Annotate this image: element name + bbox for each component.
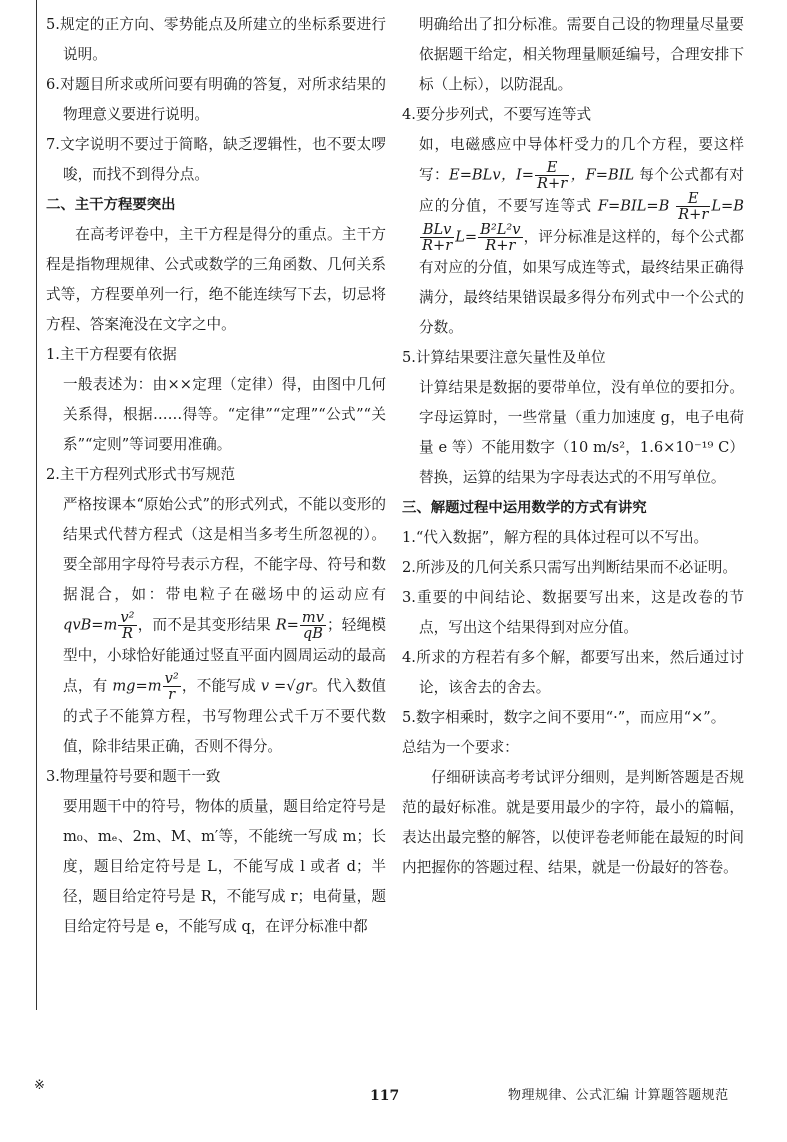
fraction-denominator: R+r bbox=[485, 237, 516, 254]
text-2-4-c: ，评分标准是这样的，每个公式都有对应的分值，如果写成连等式，最终结果正确得满分，最终结果错误最多得分布列式中一个公式的分数。 bbox=[419, 228, 744, 336]
fraction-numerator: E bbox=[676, 191, 710, 207]
formula-qvB: qvB=m bbox=[63, 616, 118, 634]
page-number: 117 bbox=[370, 1088, 400, 1104]
text-2-2-d: ，不能写成 bbox=[181, 677, 257, 695]
fraction-numerator: B²L²v bbox=[480, 221, 521, 238]
footer-reference-mark: ※ bbox=[34, 1078, 45, 1093]
fraction-numerator: v² bbox=[164, 670, 179, 687]
fraction-BLv-over-R-plus-r bbox=[420, 222, 454, 253]
subsection-2-3-heading: 3.物理量符号要和题干一致 bbox=[46, 768, 221, 785]
subsection-2-4-body bbox=[402, 130, 744, 343]
text-2-2-a: 严格按课本“原始公式”的形式列式，不能以变形的结果式代替方程式（这是相当多考生所忽视的）。要全部用字母符号表示方程，不能字母、符号和数据混合，如：带电粒子在磁场中的运动应有 bbox=[63, 496, 386, 603]
section-3-item-4: 4.所求的方程若有多个解，都要写出来，然后通过讨论，该舍去的舍去。 bbox=[402, 649, 744, 696]
section-2-intro: 在高考评卷中，主干方程是得分的重点。主干方程是指物理规律、公式或数学的三角函数、几何关系式等，方程要单列一行，绝不能连续写下去，切忌将方程、答案淹没在文字之中。 bbox=[46, 226, 386, 333]
fraction-E-over-R-plus-r-2 bbox=[676, 191, 710, 222]
text-2-2-e: 。代入数值的式子不能算方程，书写物理公式千万不要代数值，除非结果正确，否则不得分。 bbox=[63, 677, 386, 755]
fraction-denominator: R bbox=[121, 625, 133, 642]
section-3-item-5: 5.数字相乘时，数字之间不要用“·”，而应用“×”。 bbox=[402, 709, 726, 726]
formula-R: R= bbox=[275, 616, 299, 634]
formula-v: v bbox=[260, 677, 270, 695]
subsection-2-2-heading: 2.主干方程列式形式书写规范 bbox=[46, 466, 236, 483]
summary-body: 仔细研读高考考试评分细则，是判断答题是否规范的最好标准。就是要用最少的字符，最小的篇幅，表达出最完整的解答，以使评卷老师能在最短的时间内把握你的答题过程、结果，就是一份最好的答卷。 bbox=[402, 769, 744, 876]
formula-I: ，I= bbox=[500, 166, 535, 184]
fraction-numerator: v² bbox=[120, 609, 135, 626]
subsection-2-2-body bbox=[46, 490, 386, 762]
subsection-2-3-continued: 明确给出了扣分标准。需要自己设的物理量尽量要依据题干给定，相关物理量顺延编号，合理安排下标（上标），以防混乱。 bbox=[419, 16, 744, 93]
subsection-2-1-heading: 1.主干方程要有依据 bbox=[46, 346, 177, 363]
subsection-2-5-body: 计算结果是数据的要带单位，没有单位的要扣分。字母运算时，一些常量（重力加速度 g，电子电荷量 e 等）不能用数字（10 m/s²，1.6×10⁻¹⁹ C）替换，运算的结果为字母表达式的不用写单位。 bbox=[419, 379, 744, 486]
section-3-item-2: 2.所涉及的几何关系只需写出判断结果而不必证明。 bbox=[402, 559, 737, 576]
fraction-numerator: mv bbox=[301, 609, 324, 626]
fraction-v2-over-r bbox=[163, 671, 181, 702]
fraction-denominator: R+r bbox=[422, 237, 453, 254]
section-3-item-1: 1.“代入数据”，解方程的具体过程可以不写出。 bbox=[402, 529, 709, 546]
subsection-2-4-heading: 4.要分步列式，不要写连等式 bbox=[402, 106, 592, 123]
formula-chain: F=BIL=B bbox=[597, 197, 670, 215]
text-2-2-b: ，而不是其变形结果 bbox=[137, 616, 271, 634]
formula-E: E=BLv bbox=[449, 166, 501, 184]
text-2-2-c: ；轻绳模型中，小球恰好能通过竖直平面内圆周运动的最高点，有 bbox=[63, 616, 386, 695]
summary-label: 总结为一个要求： bbox=[402, 739, 519, 756]
section-3-heading: 三、解题过程中运用数学的方式有讲究 bbox=[402, 500, 647, 516]
text-2-4-b: 每个公式都有对应的分值，不要写连等式 bbox=[419, 166, 744, 215]
fraction-E-over-R-plus-r bbox=[535, 160, 569, 191]
fraction-denominator: R+r bbox=[537, 175, 568, 192]
fraction-numerator: BLv bbox=[420, 222, 454, 238]
footer-book-title: 物理规律、公式汇编 计算题答题规范 bbox=[508, 1088, 729, 1103]
fraction-mv-over-qB bbox=[300, 610, 326, 641]
formula-F: ，F=BIL bbox=[570, 166, 635, 184]
right-column bbox=[402, 10, 744, 883]
item-7: 7.文字说明不要过于简略，缺乏逻辑性，也不要太啰唆，而找不到得分点。 bbox=[46, 136, 386, 183]
subsection-2-1-body: 一般表述为：由××定理（定律）得，由图中几何关系得，根据……得等。“定律”“定理”“公式”“关系”“定则”等词要用准确。 bbox=[63, 376, 386, 453]
formula-L: L= bbox=[455, 228, 478, 246]
fraction-v2-over-R bbox=[118, 610, 136, 641]
subsection-2-5-heading: 5.计算结果要注意矢量性及单位 bbox=[402, 349, 606, 366]
item-5: 5.规定的正方向、零势能点及所建立的坐标系要进行说明。 bbox=[46, 16, 386, 63]
formula-sqrt-gr: =√gr bbox=[274, 677, 312, 695]
fraction-denominator: qB bbox=[302, 625, 323, 642]
fraction-B2L2v-over-R-plus-r bbox=[478, 222, 522, 253]
formula-mg: mg=m bbox=[112, 677, 162, 695]
formula-LB: L=B bbox=[711, 197, 744, 215]
fraction-numerator: E bbox=[535, 160, 569, 176]
section-3-item-3: 3.重要的中间结论、数据要写出来，这是改卷的节点，写出这个结果得到对应分值。 bbox=[402, 589, 744, 636]
section-2-heading: 二、主干方程要突出 bbox=[46, 197, 176, 213]
fraction-denominator: R+r bbox=[678, 206, 709, 223]
item-6: 6.对题目所求或所问要有明确的答复，对所求结果的物理意义要进行说明。 bbox=[46, 76, 386, 123]
text-2-4-a: 如，电磁感应中导体杆受力的几个方程，要这样写： bbox=[419, 136, 744, 184]
subsection-2-3-body: 要用题干中的符号，物体的质量，题目给定符号是 m₀、mₑ、2m、M、m′等，不能统一写成 m；长度，题目给定符号是 L，不能写成 l 或者 d；半径，题目给定符号是 R，不能写成 r；电荷量，题目给定符号是 e，不能写成 q，在评分标准中都 bbox=[63, 798, 386, 935]
left-column bbox=[46, 10, 386, 942]
left-margin-rule bbox=[36, 0, 37, 1010]
fraction-denominator: r bbox=[168, 686, 176, 703]
